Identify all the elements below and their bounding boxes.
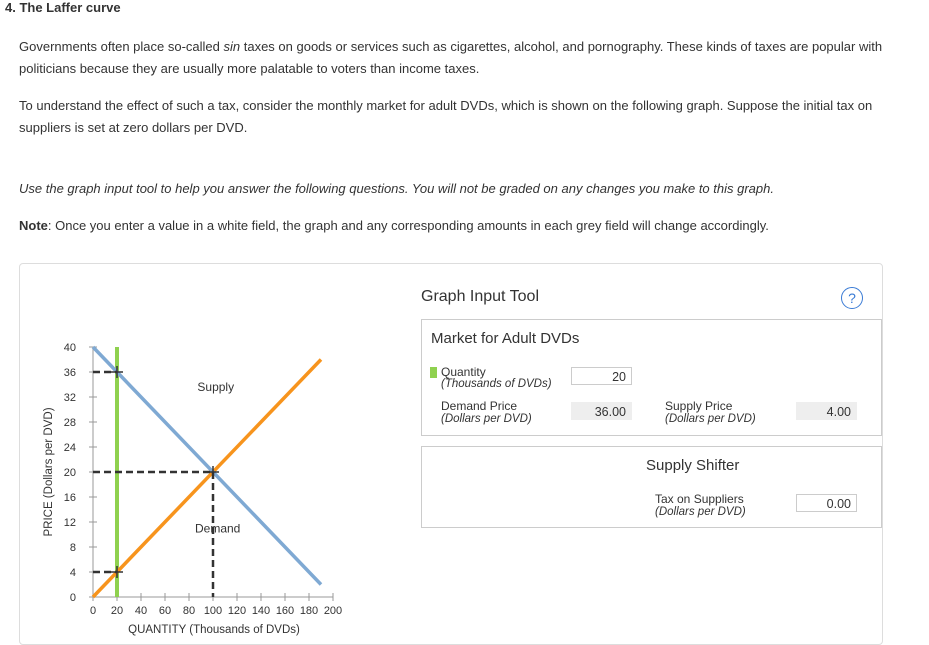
market-text-line1: To understand the effect of such a tax, consider the monthly market for adult DVDs, which is shown on the following graph. Suppose the initial tax on — [19, 98, 873, 113]
quantity-label: Quantity — [441, 365, 486, 379]
y-tick-label: 12 — [63, 517, 76, 529]
quantity-input[interactable]: 20 — [571, 367, 632, 385]
y-tick-label: 20 — [63, 467, 76, 479]
tax-label: Tax on Suppliers — [655, 492, 744, 506]
intro-emphasis: sin — [223, 39, 241, 54]
intro-text-b: taxes on goods or services such as cigarettes, alcohol, and pornography. These kinds of taxes are popular with — [240, 39, 883, 54]
x-tick-label: 140 — [251, 605, 271, 617]
demand-price-label: Demand Price — [441, 399, 518, 413]
note-label: Note — [19, 218, 48, 233]
x-tick-label: 40 — [134, 605, 148, 617]
paragraph-market — [19, 95, 924, 139]
supply-shifter-title: Supply Shifter — [646, 457, 740, 474]
supply-price-unit: (Dollars per DVD) — [665, 413, 756, 425]
supply-price-label: Supply Price — [665, 399, 733, 413]
supply-curve[interactable] — [93, 360, 321, 598]
market-text-line2: suppliers is set at zero dollars per DVD. — [19, 120, 248, 135]
x-tick-label: 100 — [203, 605, 223, 617]
x-tick-label: 120 — [227, 605, 247, 617]
x-tick-label: 60 — [158, 605, 172, 617]
y-tick-label: 28 — [63, 417, 76, 429]
x-tick-label: 200 — [323, 605, 343, 617]
x-tick-label: 180 — [299, 605, 319, 617]
y-tick-label: 0 — [69, 592, 76, 604]
y-tick-label: 4 — [69, 567, 76, 579]
y-tick-label: 32 — [63, 392, 76, 404]
intro-text-a: Governments often place so-called — [19, 39, 224, 54]
y-tick-label: 40 — [63, 342, 76, 354]
tax-unit: (Dollars per DVD) — [655, 506, 746, 518]
x-tick-label: 80 — [182, 605, 196, 617]
reference-dashes — [93, 372, 213, 597]
supply-curve-label: Supply — [197, 379, 235, 394]
instruction-text: Use the graph input tool to help you answer the following questions. You will not be graded on any changes you make to this graph. — [19, 181, 774, 196]
demand-price-unit: (Dollars per DVD) — [441, 413, 532, 425]
question-title: 4. The Laffer curve — [5, 0, 121, 15]
y-tick-label: 16 — [63, 492, 76, 504]
quantity-color-swatch — [430, 367, 437, 378]
help-icon[interactable]: ? — [841, 287, 863, 309]
y-tick-label: 24 — [63, 442, 76, 454]
demand-curve-label: Demand — [195, 521, 241, 536]
y-tick-label: 8 — [69, 542, 76, 554]
x-tick-label: 160 — [275, 605, 295, 617]
x-axis-label: QUANTITY (Thousands of DVDs) — [128, 624, 300, 636]
y-axis-label: PRICE (Dollars per DVD) — [43, 407, 55, 537]
x-tick-label: 0 — [89, 605, 97, 617]
note-text — [19, 215, 924, 237]
demand-price-field: 36.00 — [571, 402, 632, 420]
x-tick-label: 20 — [110, 605, 124, 617]
quantity-unit: (Thousands of DVDs) — [441, 378, 552, 390]
y-tick-label: 36 — [63, 367, 76, 379]
paragraph-intro — [19, 36, 924, 80]
note-body: : Once you enter a value in a white field, the graph and any corresponding amounts in each grey field will change accordingly. — [47, 218, 769, 233]
tax-input[interactable]: 0.00 — [796, 494, 857, 512]
intro-text-line2: politicians because they are usually more palatable to voters than income taxes. — [19, 61, 480, 76]
supply-price-field: 4.00 — [796, 402, 857, 420]
market-title: Market for Adult DVDs — [431, 330, 580, 347]
supply-demand-graph[interactable] — [30, 335, 360, 637]
tool-title: Graph Input Tool — [421, 288, 540, 305]
